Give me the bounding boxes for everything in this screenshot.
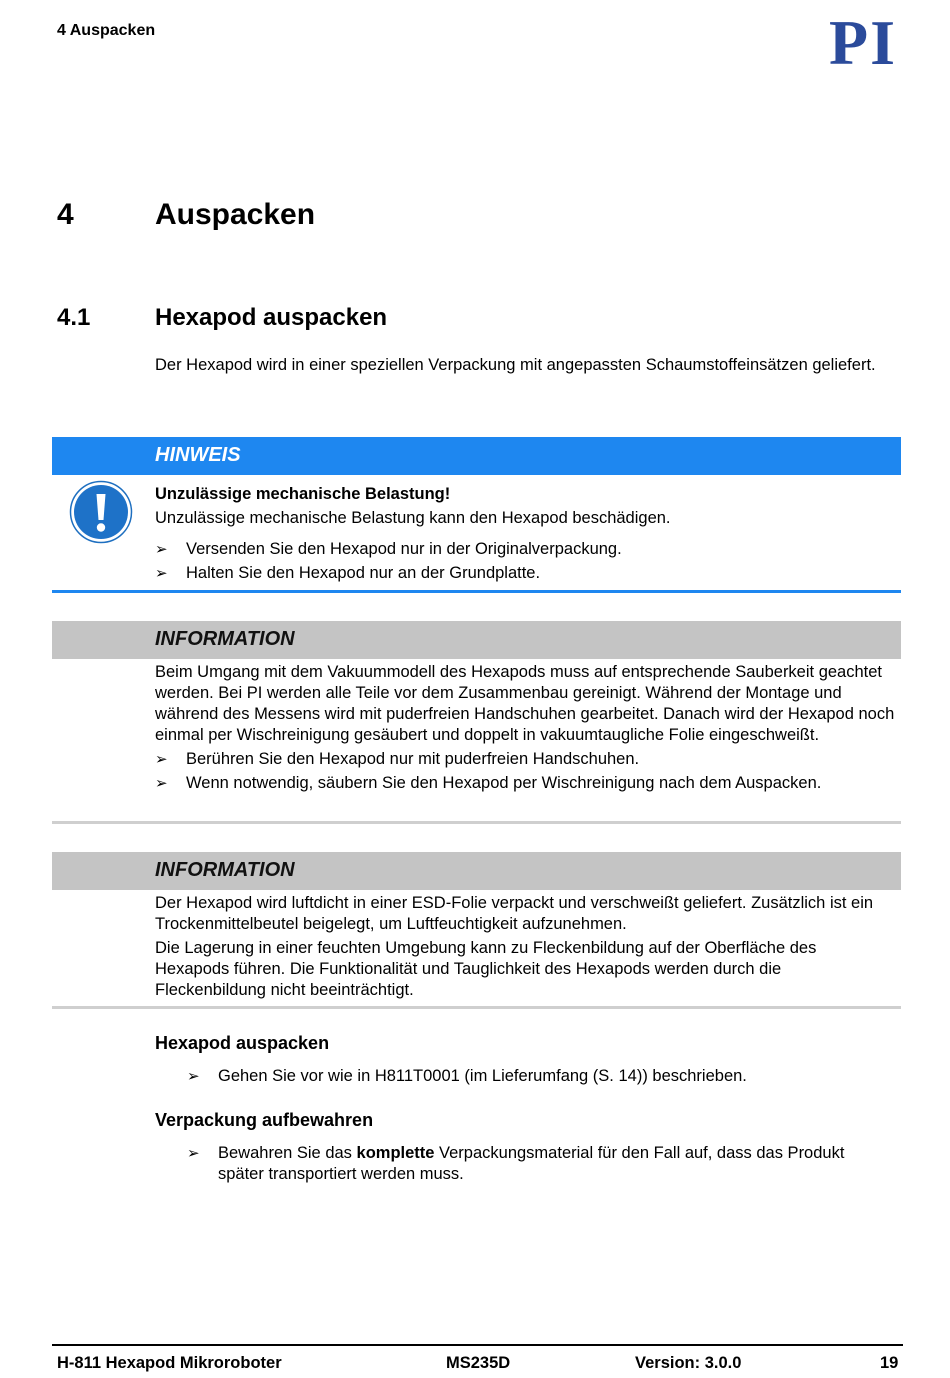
- info-paragraph: Die Lagerung in einer feuchten Umgebung kann zu Fleckenbildung auf der Oberfläche des Hexapods führen. Die Funktionalität und Tauglichkeit des Hexapods werden durch die Fleckenbildung nicht beeinträchtigt.: [155, 939, 817, 999]
- info-band: [52, 852, 901, 890]
- info-content: [155, 893, 895, 1001]
- bullet-arrow-icon: ➢: [155, 565, 168, 582]
- footer-version: Version: 3.0.0: [635, 1354, 742, 1372]
- info-bullet-text: Berühren Sie den Hexapod nur mit puderfreien Handschuhen.: [186, 750, 640, 768]
- footer-product: H-811 Hexapod Mikroroboter: [57, 1354, 282, 1372]
- notice-bullet-text: Halten Sie den Hexapod nur an der Grundplatte.: [186, 564, 541, 582]
- section-title: Hexapod auspacken: [155, 304, 388, 331]
- info-bullet: [155, 773, 895, 794]
- info-label: INFORMATION: [155, 859, 295, 881]
- storage-bullet-post: Verpackungsmaterial für den Fall auf, dass das Produkt später transportiert werden muss.: [218, 1144, 845, 1183]
- footer-rule: [52, 1344, 903, 1346]
- unpack-bullet-text: Gehen Sie vor wie in H811T0001 (im Lieferumfang (S. 14)) beschrieben.: [218, 1067, 747, 1085]
- bullet-arrow-icon: ➢: [187, 1145, 200, 1162]
- notice-bullet: [155, 539, 895, 560]
- notice-band: [52, 437, 901, 475]
- intro-paragraph: Der Hexapod wird in einer speziellen Verpackung mit angepassten Schaumstoffeinsätzen geliefert.: [155, 356, 876, 374]
- running-header: 4 Auspacken: [57, 22, 156, 39]
- notice-text: Unzulässige mechanische Belastung kann den Hexapod beschädigen.: [155, 509, 671, 527]
- bullet-arrow-icon: ➢: [155, 541, 168, 558]
- info-paragraph: Beim Umgang mit dem Vakuummodell des Hexapods muss auf entsprechende Sauberkeit geachtet werden. Bei PI werden alle Teile vor dem Zusammenbau gereinigt. Während der Montage und während des Messens wird mit puderfreien Handschuhen gearbeitet. Danach wird der Hexapod noch einmal per Wischreinigung gesäubert und doppelt in vakuumtaugliche Folie eingeschweißt.: [155, 663, 895, 744]
- bullet-arrow-icon: ➢: [187, 1068, 200, 1085]
- exclamation-circle-icon: [69, 480, 133, 544]
- unpack-bullet: [187, 1066, 892, 1087]
- notice-content: [155, 484, 895, 584]
- chapter-number: 4: [57, 198, 74, 231]
- notice-bullet: [155, 563, 895, 584]
- notice-bottom-rule: [52, 590, 901, 593]
- notice-label: HINWEIS: [155, 444, 241, 466]
- storage-bullet-text: [218, 1143, 892, 1185]
- chapter-title: Auspacken: [155, 198, 316, 231]
- bullet-arrow-icon: ➢: [155, 751, 168, 768]
- storage-bullet: [187, 1143, 892, 1185]
- notice-bullet-text: Versenden Sie den Hexapod nur in der Originalverpackung.: [186, 540, 622, 558]
- storage-bullet-pre: Bewahren Sie das: [218, 1144, 357, 1162]
- footer-doc-id: MS235D: [446, 1354, 511, 1372]
- info-bottom-rule: [52, 821, 901, 824]
- bullet-arrow-icon: ➢: [155, 775, 168, 792]
- storage-bullet-bold: komplette: [356, 1144, 435, 1162]
- subheading-unpack: Hexapod auspacken: [155, 1033, 330, 1053]
- info-paragraph: Der Hexapod wird luftdicht in einer ESD-Folie verpackt und verschweißt geliefert. Zusätzlich ist ein Trockenmittelbeutel beigelegt, um Luftfeuchtigkeit aufzunehmen.: [155, 894, 874, 933]
- info-band: [52, 621, 901, 659]
- footer-page-number: 19: [880, 1354, 899, 1372]
- subheading-storage: Verpackung aufbewahren: [155, 1110, 374, 1130]
- info-bullet: [155, 749, 895, 770]
- pi-logo: [808, 14, 918, 68]
- info-bottom-rule: [52, 1006, 901, 1009]
- notice-headline: Unzulässige mechanische Belastung!: [155, 485, 451, 503]
- info-label: INFORMATION: [155, 628, 295, 650]
- pi-logo-text: PI: [829, 14, 897, 68]
- section-number: 4.1: [57, 304, 91, 331]
- info-content: [155, 662, 895, 794]
- info-bullet-text: Wenn notwendig, säubern Sie den Hexapod per Wischreinigung nach dem Auspacken.: [186, 774, 822, 792]
